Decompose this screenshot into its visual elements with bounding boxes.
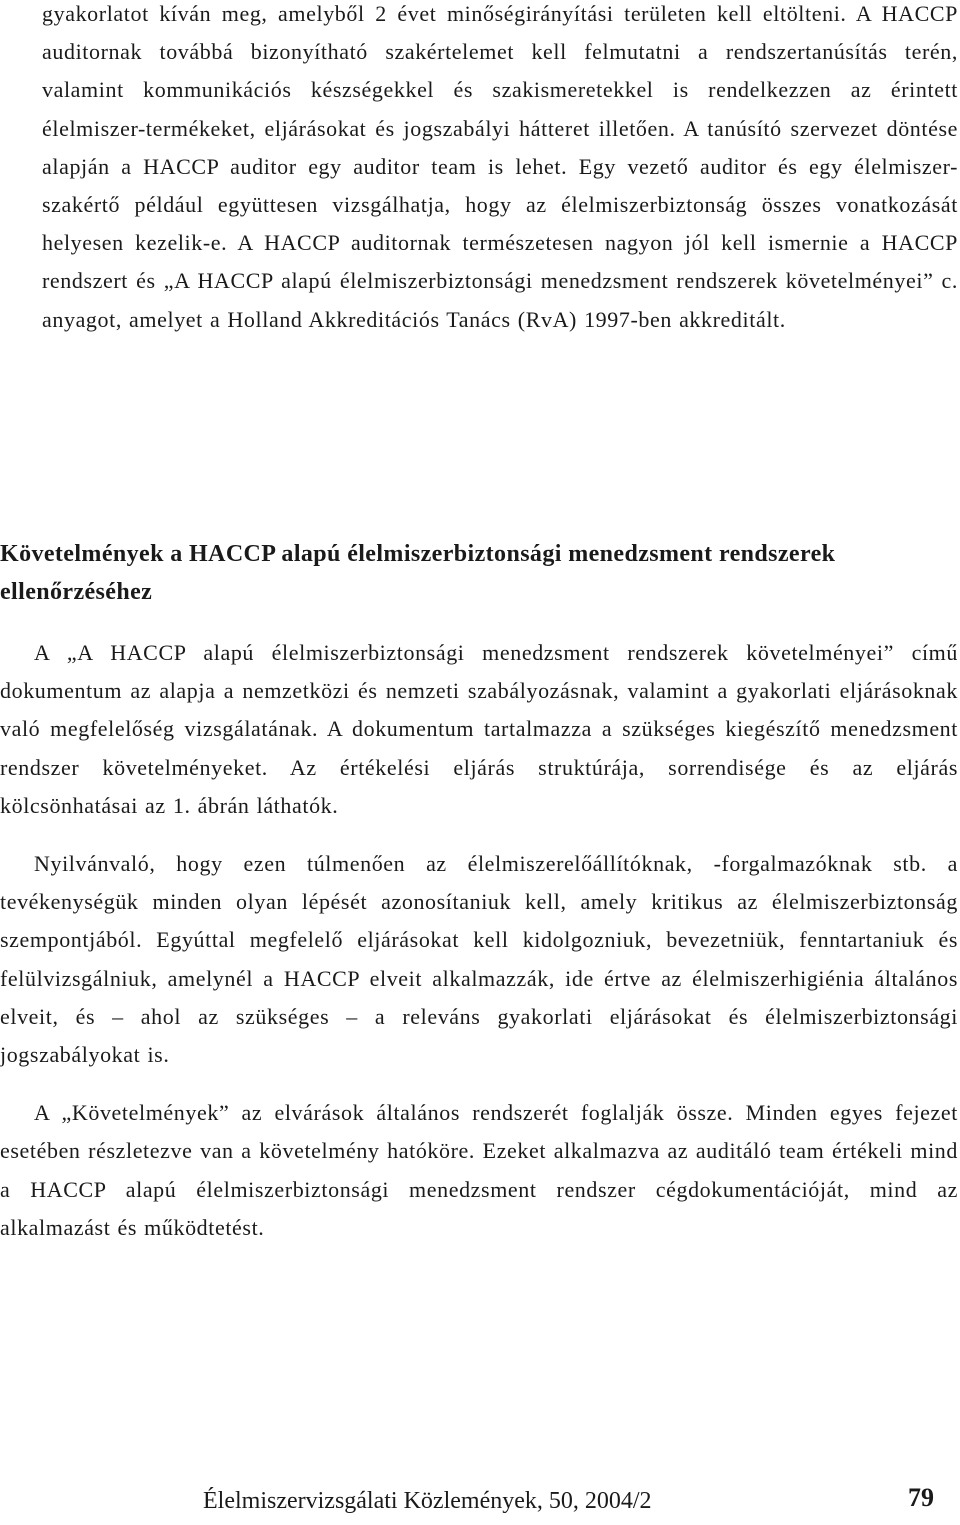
section-heading: Követelmények a HACCP alapú élelmiszerbiztonsági menedzsment rendszerek ellenőrzéséhez	[0, 541, 836, 605]
continued-text-block	[42, 0, 958, 339]
body-paragraph: gyakorlatot kíván meg, amelyből 2 évet minőségirányítási területen kell eltölteni. A HACCP auditornak továbbá bizonyítható szakértelemet kell felmutatni a rendszertanúsítás terén, valamint kommunikációs készségekkel és szakismeretekkel is rendelkezzen az érintett élelmiszer-termékeket, eljárásokat és jogszabályi hátteret illetően. A tanúsító szervezet döntése alapján a HACCP auditor egy auditor team is lehet. Egy vezető auditor és egy élelmiszer-szakértő például együttesen vizsgálhatja, hogy az élelmiszerbiztonság összes vonatkozását helyesen kezelik-e. A HACCP auditornak természetesen nagyon jól kell ismernie a HACCP rendszert és „A HACCP alapú élelmiszerbiztonsági menedzsment rendszerek követelményei” c. anyagot, amelyet a Holland Akkreditációs Tanács (RvA) 1997-ben akkreditált.	[42, 1, 958, 332]
body-paragraph: Nyilvánvaló, hogy ezen túlmenően az élelmiszerelőállítóknak, -forgalmazóknak stb. a tevékenységük minden olyan lépését azonosítaniuk kell, amely kritikus az élelmiszerbiztonság szempontjából. Egyúttal megfelelő eljárásokat kell kidolgozniuk, bevezetniük, fenntartaniuk és felülvizsgálniuk, amelynél a HACCP elveit alkalmazzák, ide értve az élelmiszerhigiénia általános elveit, és – ahol az szükséges – a releváns gyakorlati eljárásokat és élelmiszerbiztonsági jogszabályokat is.	[0, 851, 958, 1068]
body-paragraph: A „Követelmények” az elvárások általános rendszerét foglalják össze. Minden egyes fejezet esetében részletezve van a követelmény hatóköre. Ezeket alkalmazva az auditáló team értékeli mind a HACCP alapú élelmiszerbiztonsági menedzsment rendszer cégdokumentációját, mind az alkalmazást és működtetést.	[0, 1100, 958, 1240]
page-number: 79	[908, 1483, 934, 1512]
journal-citation: Élelmiszervizsgálati Közlemények, 50, 2004/2	[203, 1488, 652, 1514]
requirements-section	[0, 535, 958, 1247]
body-paragraph: A „A HACCP alapú élelmiszerbiztonsági menedzsment rendszerek követelményei” című dokumentum az alapja a nemzetközi és nemzeti szabályozásnak, valamint a gyakorlati eljárásoknak való megfelelőség vizsgálatának. A dokumentum tartalmazza a szükséges kiegészítő menedzsment rendszer követelményeket. Az értékelési eljárás struktúrája, sorrendisége és az eljárás kölcsönhatásai az 1. ábrán láthatók.	[0, 640, 958, 818]
